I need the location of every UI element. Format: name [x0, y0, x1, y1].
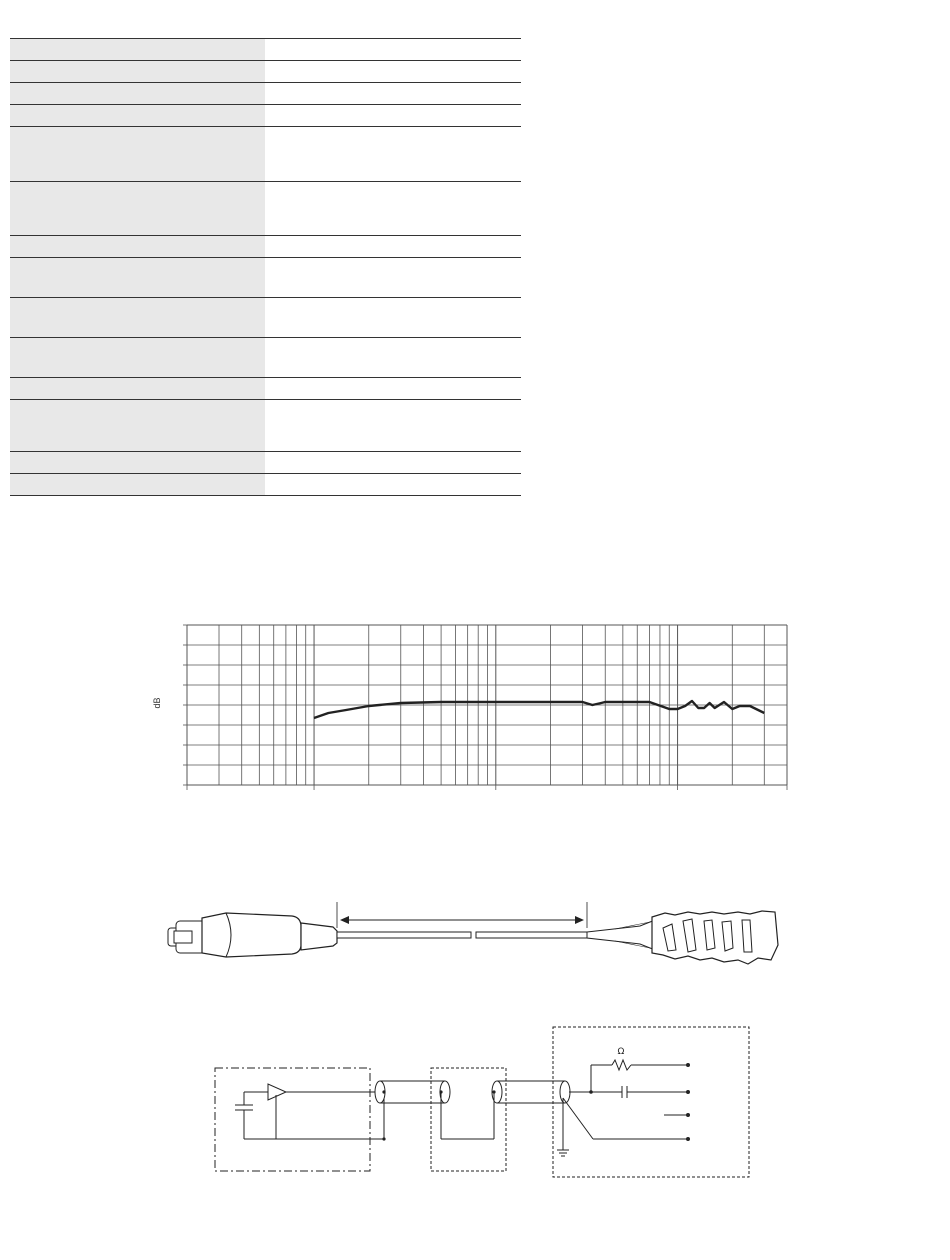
amplifier-symbol [268, 1084, 286, 1100]
spec-label [10, 258, 265, 297]
spec-row [10, 39, 521, 61]
spec-row [10, 258, 521, 298]
terminal-1 [686, 1063, 690, 1067]
terminal-4 [686, 1137, 690, 1141]
spec-label [10, 338, 265, 377]
spec-label [10, 61, 265, 82]
input-box [553, 1027, 749, 1177]
microphone-box [215, 1068, 370, 1171]
capacitor-symbol [235, 1092, 268, 1139]
spec-label [10, 182, 265, 235]
cable [337, 932, 587, 938]
spec-value [265, 378, 521, 399]
spec-label [10, 378, 265, 399]
spec-label [10, 127, 265, 181]
series-line-response [314, 701, 764, 718]
spec-value [265, 127, 521, 181]
spec-row [10, 338, 521, 378]
spec-row [10, 298, 521, 338]
spec-value [265, 452, 521, 473]
spec-label [10, 400, 265, 451]
spec-label [10, 236, 265, 257]
connector-plug [168, 913, 337, 957]
resistor-symbol-label: Ω [617, 1047, 625, 1057]
spec-row [10, 452, 521, 474]
spec-value [265, 61, 521, 82]
resistor-symbol [612, 1060, 631, 1070]
spec-row [10, 378, 521, 400]
spec-value [265, 474, 521, 495]
spec-value [265, 298, 521, 337]
spec-row [10, 83, 521, 105]
spec-table [10, 38, 521, 496]
spec-row [10, 182, 521, 236]
chart-grid [183, 625, 787, 790]
length-dimension-arrow [337, 902, 587, 928]
spec-row [10, 105, 521, 127]
spec-value [265, 39, 521, 60]
spec-label [10, 452, 265, 473]
spec-row [10, 61, 521, 83]
spec-value [265, 83, 521, 104]
spec-label [10, 83, 265, 104]
spec-value [265, 400, 521, 451]
terminal-3 [686, 1113, 690, 1117]
cable-shield-symbol [375, 1081, 570, 1103]
spec-value [265, 338, 521, 377]
spec-value [265, 236, 521, 257]
spec-row [10, 474, 521, 496]
spec-value [265, 258, 521, 297]
y-axis-label: dB [152, 697, 162, 709]
spec-value [265, 105, 521, 126]
connector-box [431, 1068, 506, 1171]
terminal-2 [686, 1090, 690, 1094]
spec-label [10, 105, 265, 126]
ground-symbol [557, 1150, 569, 1156]
spec-label [10, 474, 265, 495]
spec-row [10, 127, 521, 182]
spec-value [265, 182, 521, 235]
microphone-capsule [587, 911, 778, 964]
spec-label [10, 298, 265, 337]
spec-row [10, 400, 521, 452]
spec-row [10, 236, 521, 258]
spec-label [10, 39, 265, 60]
